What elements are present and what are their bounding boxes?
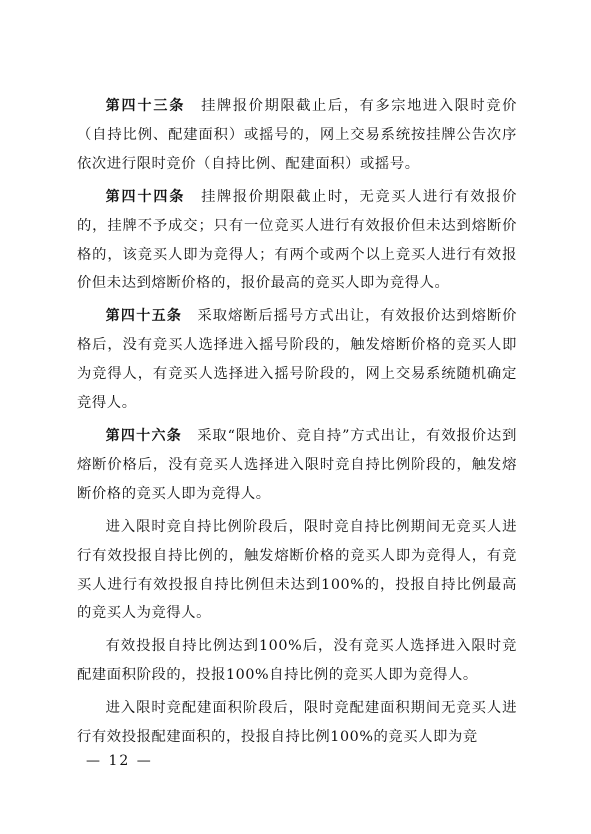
body-paragraph [77, 513, 517, 629]
article-44-paragraph [77, 183, 517, 299]
article-text: 挂牌报价期限截止后，有多宗地进入限时竞价（自持比例、配建面积）或摇号的，网上交易系统按挂牌公告次序依次进行限时竞价（自持比例、配建面积）或摇号。 [77, 98, 517, 172]
body-paragraph [77, 632, 517, 690]
paragraph-text: 有效投报自持比例达到100%后，没有竞买人选择进入限时竞配建面积阶段的，投报100%自持比例的竞买人即为竞得人。 [77, 638, 517, 684]
article-45-paragraph [77, 302, 517, 418]
paragraph-text: 进入限时竞配建面积阶段后，限时竞配建面积期间无竞买人进行有效投报配建面积的，投报自持比例100%的竞买人即为竞 [77, 700, 517, 746]
paragraph-text: 进入限时竞自持比例阶段后，限时竞自持比例期间无竞买人进行有效投报自持比例的，触发熔断价格的竞买人即为竞得人，有竞买人进行有效投报自持比例但未达到100%的，投报自持比例最高的竞买人为竞得人。 [77, 518, 517, 622]
document-body [77, 92, 517, 752]
article-text: 采取熔断后摇号方式出让，有效报价达到熔断价格后，没有竞买人选择进入摇号阶段的，触发熔断价格的竞买人即为竞得人，有竞买人选择进入摇号阶段的，网上交易系统随机确定竞得人。 [77, 308, 517, 412]
page-number: — 12 — [86, 753, 153, 769]
article-46-paragraph [77, 422, 517, 509]
article-43-paragraph [77, 92, 517, 179]
article-heading: 第四十三条 [105, 98, 186, 114]
article-heading: 第四十四条 [105, 188, 186, 205]
body-paragraph [77, 694, 517, 752]
article-heading: 第四十六条 [105, 427, 183, 444]
article-text: 挂牌报价期限截止时，无竞买人进行有效报价的，挂牌不予成交；只有一位竞买人进行有效报价但未达到熔断价格的，该竞买人即为竞得人；有两个或两个以上竞买人进行有效报价但未达到熔断价格的，报价最高的竞买人即为竞得人。 [77, 188, 517, 292]
article-text: 采取“限地价、竞自持”方式出让，有效报价达到熔断价格后，没有竞买人选择进入限时竞自持比例阶段的，触发熔断价格的竞买人即为竞得人。 [77, 427, 517, 502]
article-heading: 第四十五条 [105, 308, 183, 325]
